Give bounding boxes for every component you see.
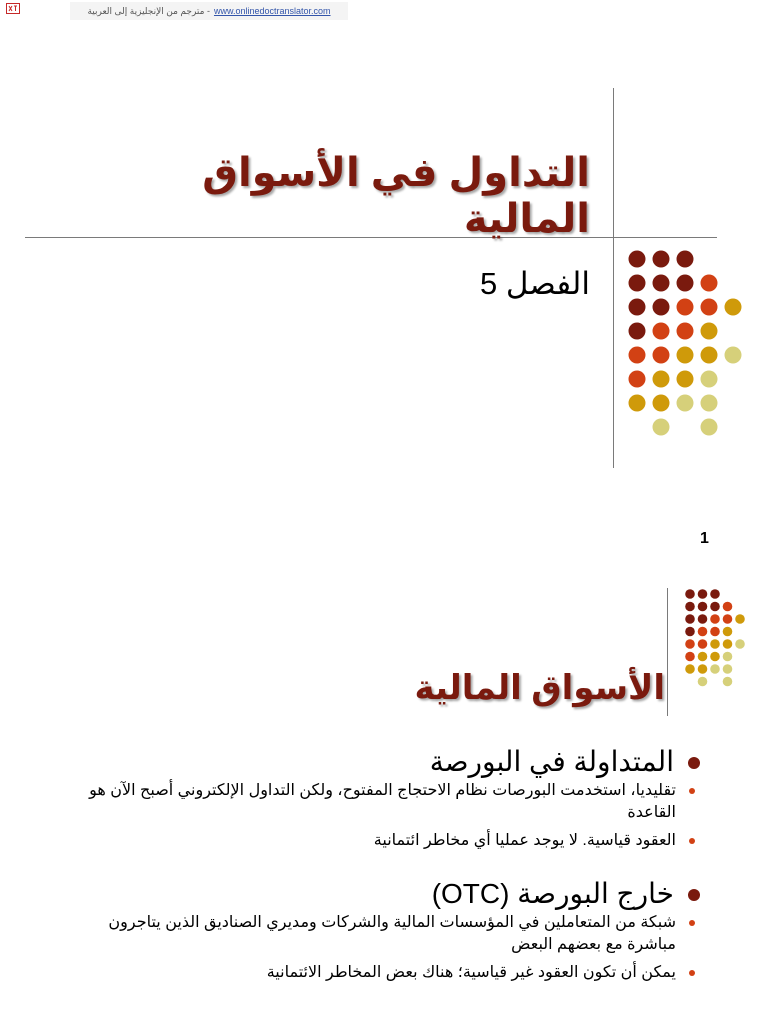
- decorative-dot: [701, 347, 718, 364]
- decorative-dot: [735, 639, 745, 649]
- decorative-dot: [701, 323, 718, 340]
- decorative-dot: [701, 395, 718, 412]
- decorative-dot: [629, 323, 646, 340]
- decorative-dot: [629, 299, 646, 316]
- decorative-dot: [653, 347, 670, 364]
- decorative-dot: [653, 299, 670, 316]
- decorative-dot: [725, 299, 742, 316]
- decorative-dot: [677, 251, 694, 268]
- decorative-dot: [629, 347, 646, 364]
- decorative-dot: [677, 323, 694, 340]
- decorative-dot: [723, 627, 733, 637]
- slide-subtitle: الفصل 5: [480, 266, 590, 301]
- decorative-dot: [685, 652, 695, 662]
- decorative-dot: [723, 652, 733, 662]
- decorative-dot: [629, 371, 646, 388]
- decorative-dot: [685, 627, 695, 637]
- bullet-item: شبكة من المتعاملين في المؤسسات المالية والشركات ومديري الصناديق الذين يتاجرون مباشرة مع بعضهم البعض: [60, 912, 700, 956]
- decorative-dot: [698, 589, 708, 599]
- decorative-dot: [710, 664, 720, 674]
- bullet-item: يمكن أن تكون العقود غير قياسية؛ هناك بعض المخاطر الائتمانية: [60, 962, 700, 984]
- decorative-dot: [653, 323, 670, 340]
- decorative-dot: [653, 371, 670, 388]
- decorative-dot: [710, 627, 720, 637]
- decorative-dot: [735, 614, 745, 624]
- bullet-disc-icon: [688, 889, 700, 901]
- decorative-dot: [685, 639, 695, 649]
- decorative-dot: [653, 275, 670, 292]
- decorative-dot: [701, 371, 718, 388]
- slide-content: [60, 744, 700, 984]
- decorative-dot: [677, 299, 694, 316]
- decorative-dot: [629, 275, 646, 292]
- decorative-dot: [677, 395, 694, 412]
- translator-logo-icon: [6, 3, 20, 14]
- decorative-dot-grid: [620, 245, 760, 440]
- decorative-dot: [698, 664, 708, 674]
- translator-link[interactable]: www.onlinedoctranslator.com: [213, 6, 331, 16]
- decorative-dot: [677, 347, 694, 364]
- decorative-dot: [677, 371, 694, 388]
- bullet-disc-icon: [689, 920, 695, 926]
- decorative-dot: [685, 614, 695, 624]
- decorative-dot: [723, 602, 733, 612]
- decorative-dot: [698, 627, 708, 637]
- decorative-dot: [653, 251, 670, 268]
- decorative-dot-grid-small: [680, 585, 760, 700]
- decorative-dot: [701, 275, 718, 292]
- decorative-dot: [698, 639, 708, 649]
- bullet-disc-icon: [689, 838, 695, 844]
- bullet-disc-icon: [689, 970, 695, 976]
- decorative-dot: [725, 347, 742, 364]
- bullet-disc-icon: [688, 757, 700, 769]
- decorative-dot: [701, 299, 718, 316]
- decorative-dot: [710, 652, 720, 662]
- vertical-divider: [613, 88, 614, 468]
- decorative-dot: [698, 652, 708, 662]
- bullet-item: العقود قياسية. لا يوجد عمليا أي مخاطر ائتمانية: [60, 830, 700, 852]
- bullet-disc-icon: [689, 788, 695, 794]
- decorative-dot: [653, 395, 670, 412]
- decorative-dot: [685, 664, 695, 674]
- decorative-dot: [698, 677, 708, 687]
- section-heading: خارج البورصة (OTC): [60, 876, 700, 912]
- translator-banner: [70, 2, 348, 20]
- decorative-dot: [698, 614, 708, 624]
- decorative-dot: [698, 602, 708, 612]
- decorative-dot: [685, 589, 695, 599]
- decorative-dot: [723, 639, 733, 649]
- vertical-divider-2: [667, 588, 668, 716]
- decorative-dot: [685, 602, 695, 612]
- slide-title-2: الأسواق المالية: [414, 669, 665, 707]
- decorative-dot: [629, 251, 646, 268]
- decorative-dot: [653, 419, 670, 436]
- slide-title: التداول في الأسواق المالية: [202, 151, 590, 241]
- decorative-dot: [723, 614, 733, 624]
- decorative-dot: [723, 677, 733, 687]
- decorative-dot: [723, 664, 733, 674]
- decorative-dot: [701, 419, 718, 436]
- decorative-dot: [710, 602, 720, 612]
- section-heading: المتداولة في البورصة: [60, 744, 700, 780]
- decorative-dot: [710, 589, 720, 599]
- bullet-item: تقليديا، استخدمت البورصات نظام الاحتجاج المفتوح، ولكن التداول الإلكتروني أصبح الآن هو القاعدة: [60, 780, 700, 824]
- banner-text: مترجم من الإنجليزية إلى العربية -: [87, 5, 210, 16]
- decorative-dot: [629, 395, 646, 412]
- page-number: 1: [700, 530, 709, 547]
- decorative-dot: [677, 275, 694, 292]
- decorative-dot: [710, 639, 720, 649]
- decorative-dot: [710, 614, 720, 624]
